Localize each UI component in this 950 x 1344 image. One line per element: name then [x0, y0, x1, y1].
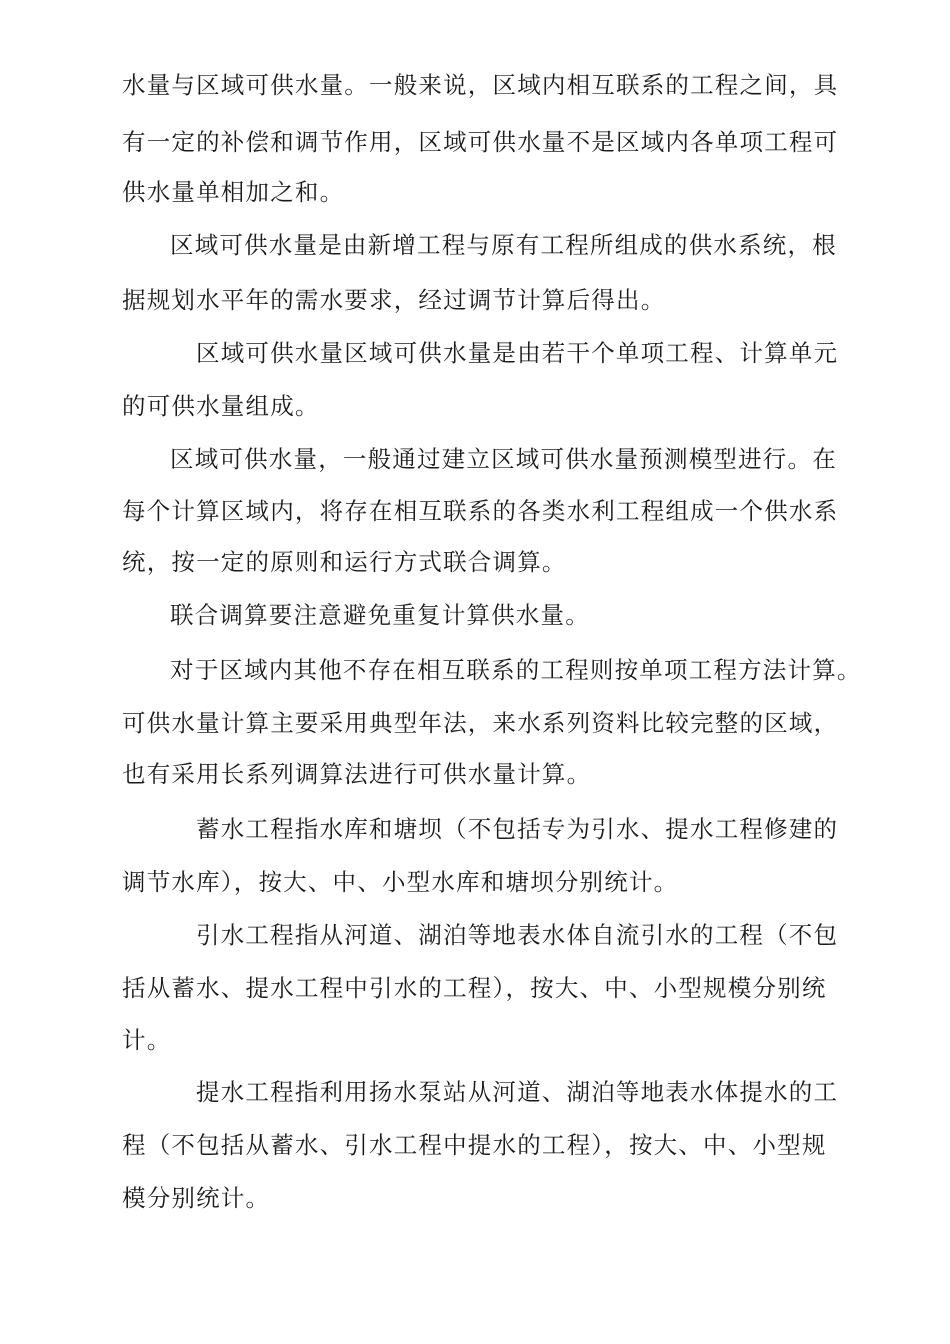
paragraph-1-line-1: 水量与区域可供水量。一般来说，区域内相互联系的工程之间，具: [122, 71, 839, 99]
paragraph-9-line-1: 提水工程指利用扬水泵站从河道、湖泊等地表水体提水的工: [196, 1078, 839, 1106]
paragraph-7-line-2: 调节水库），按大、中、小型水库和塘坝分别统计。: [122, 868, 679, 896]
paragraph-6-line-3: 也有采用长系列调算法进行可供水量计算。: [122, 760, 592, 788]
paragraph-6-line-1: 对于区域内其他不存在相互联系的工程则按单项工程方法计算。: [170, 656, 862, 684]
paragraph-4-line-3: 统，按一定的原则和运行方式联合调算。: [122, 548, 567, 576]
paragraph-2-line-2: 据规划水平年的需水要求，经过调节计算后得出。: [122, 286, 666, 314]
paragraph-3-line-2: 的可供水量组成。: [122, 392, 320, 420]
paragraph-9-line-3: 模分别统计。: [122, 1184, 271, 1212]
paragraph-1-line-3: 供水量单相加之和。: [122, 178, 345, 206]
paragraph-5-line-1: 联合调算要注意避免重复计算供水量。: [170, 601, 590, 629]
paragraph-4-line-2: 每个计算区域内，将存在相互联系的各类水利工程组成一个供水系: [122, 497, 839, 525]
paragraph-8-line-1: 引水工程指从河道、湖泊等地表水体自流引水的工程（不包: [196, 921, 839, 949]
paragraph-1-line-2: 有一定的补偿和调节作用，区域可供水量不是区域内各单项工程可: [122, 128, 839, 156]
paragraph-6-line-2: 可供水量计算主要采用典型年法，来水系列资料比较完整的区域，: [122, 709, 839, 737]
paragraph-8-line-2: 括从蓄水、提水工程中引水的工程），按大、中、小型规模分别统: [122, 974, 827, 1002]
paragraph-4-line-1: 区域可供水量，一般通过建立区域可供水量预测模型进行。在: [170, 445, 837, 473]
paragraph-9-line-2: 程（不包括从蓄水、引水工程中提水的工程），按大、中、小型规: [122, 1131, 827, 1159]
paragraph-7-line-1: 蓄水工程指水库和塘坝（不包括专为引水、提水工程修建的: [196, 815, 839, 843]
paragraph-2-line-1: 区域可供水量是由新增工程与原有工程所组成的供水系统，根: [170, 231, 837, 259]
paragraph-8-line-3: 计。: [122, 1026, 172, 1054]
paragraph-3-line-1: 区域可供水量区域可供水量是由若干个单项工程、计算单元: [196, 339, 839, 367]
